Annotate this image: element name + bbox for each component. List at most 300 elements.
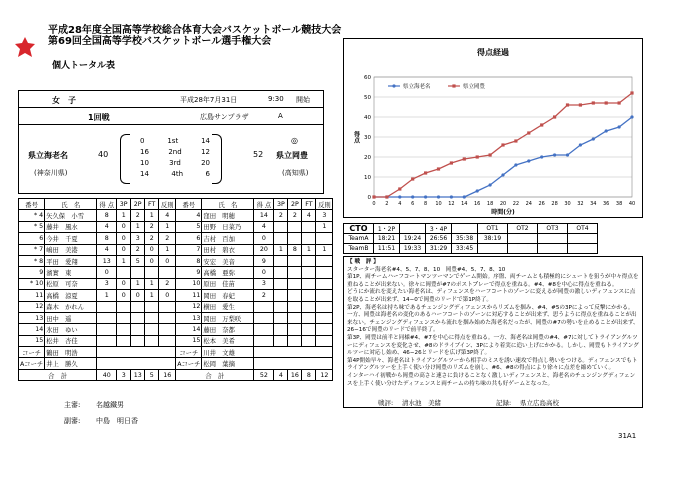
chief-referee-name: 名越鐵男 [96, 401, 124, 409]
home-player-name: 田中 遥 [45, 312, 97, 323]
home-total-label: 合 計 [19, 369, 97, 380]
away-player-stat: 14 [176, 324, 202, 335]
away-player-name: 高橋 亜弥 [202, 267, 254, 278]
game-time: 9:30 [268, 95, 284, 103]
timeout-cell: 11:51 [374, 244, 400, 254]
q3-away: 20 [201, 159, 210, 167]
data-point [579, 103, 582, 106]
home-player-stat: 8 [97, 210, 117, 221]
empty-cell [97, 347, 176, 358]
review-paragraph: インターハイ初戦から岡豊の高さと速さに負けることなく激しいディフェンスと、海老名のチェンジングディフェンスを上手く使い分けたディフェンスと両チームの持ち味の共も好ゲームとなった。 [347, 372, 636, 387]
chief-referee-label: 主審: [64, 401, 81, 409]
away-player-stat: 12 [176, 301, 202, 312]
data-point [411, 195, 414, 198]
away-player-stat [316, 233, 333, 244]
away-player-name: 田野 日菜乃 [202, 221, 254, 232]
review-paragraph: 第4P開始早々、海老名はトライアングルツーから相手のミスを誘い速攻で得点し勢いをつける。ディフェンスでもトライアングルツーを上手く使い分け岡豊のリズムを崩し、#6、#8の得点により徐々に点差を縮めていく。 [347, 357, 638, 372]
away-total-stat: 4 [274, 369, 288, 380]
data-point [489, 183, 492, 186]
away-player-stat [288, 301, 302, 312]
away-player-stat: 8 [176, 255, 202, 266]
home-total-stat: 3 [117, 369, 131, 380]
quarter-row [140, 170, 210, 181]
home-total-stat: 13 [131, 369, 145, 380]
table-row [19, 312, 333, 323]
timeout-header-cell: 1・2P [374, 224, 400, 234]
review-paragraph: 第1P、両チームハーフコートマンツーマンでゲーム開始。序盤、両チームとも積極的にシュートを狙うが中々得点を重ねることが出来ない。徐々に岡豊が#7のポストプレーで得点を重ねる。#4、#8を中心に得点を重ねる。 [347, 274, 639, 288]
home-player-stat: 4 [159, 210, 176, 221]
away-player-stat [288, 233, 302, 244]
timeout-header-cell: 3・4P [426, 224, 452, 234]
home-team-pref: (神奈川県) [34, 169, 68, 177]
home-player-stat [145, 335, 159, 346]
home-player-stat: 12 [19, 301, 45, 312]
review-heading: 【 戦 評 】 [347, 259, 379, 265]
home-total-stat: 5 [145, 369, 159, 380]
data-point [424, 171, 427, 174]
away-player-stat: 2 [254, 290, 274, 301]
away-player-stat: 5 [176, 221, 202, 232]
q4-label: 4th [171, 170, 184, 178]
tournament-title: 平成28年度全国高等学校総合体育大会バスケットボール競技大会 [48, 25, 342, 36]
away-player-stat [254, 324, 274, 335]
data-point [501, 143, 504, 146]
away-team-pref: (高知県) [282, 169, 309, 177]
table-row [19, 335, 333, 346]
header-cell: 3P [274, 199, 288, 210]
home-player-stat: * 4 [19, 210, 45, 221]
y-tick-label: 0 [367, 195, 371, 201]
x-tick-label: 34 [590, 201, 597, 207]
home-player-stat: 2 [159, 233, 176, 244]
timeout-header-cell [400, 224, 426, 234]
table-header-row [19, 199, 333, 210]
home-player-stat: 0 [131, 290, 145, 301]
timeout-cell [568, 244, 598, 254]
data-point [605, 101, 608, 104]
x-tick-label: 6 [411, 201, 415, 207]
away-player-stat [302, 335, 316, 346]
home-player-stat: 0 [117, 221, 131, 232]
home-player-stat [159, 267, 176, 278]
home-player-stat [117, 324, 131, 335]
divider [18, 107, 324, 108]
away-coach-label: コーチ [176, 347, 202, 358]
away-player-stat [302, 290, 316, 301]
header-cell: 2P [288, 199, 302, 210]
table-row [19, 244, 333, 255]
quarter-row [140, 159, 210, 170]
home-player-stat: 13 [19, 312, 45, 323]
table-row [19, 347, 333, 358]
timeout-cell: 31:29 [426, 244, 452, 254]
header-cell: 反則 [159, 199, 176, 210]
recorder-name: 県立広島高校 [520, 399, 559, 407]
away-player-stat [274, 301, 288, 312]
home-player-stat [131, 335, 145, 346]
home-player-stat [117, 301, 131, 312]
away-player-stat [274, 255, 288, 266]
start-label: 開始 [296, 96, 310, 104]
header-cell: 得 点 [97, 199, 117, 210]
away-total-stat: 12 [316, 369, 333, 380]
home-player-stat [131, 312, 145, 323]
home-acoach-name: 井上 勝久 [45, 358, 97, 369]
table-row [19, 210, 333, 221]
away-player-stat: 9 [176, 267, 202, 278]
home-player-stat [131, 324, 145, 335]
home-player-stat: 0 [117, 290, 131, 301]
data-point [437, 167, 440, 170]
q2-label: 2nd [168, 148, 182, 156]
away-player-stat [316, 255, 333, 266]
header-cell: 反則 [316, 199, 333, 210]
score-progress-chart [343, 38, 643, 218]
review-paragraph: どうにか流れを変えたい海老名は、ディフェンスをハーフコートのゾーンに変えるが岡豊の激しいディフェンスに点を取ることが出来ず、14−0で岡豊のリードで第1P終了。 [347, 289, 636, 303]
away-player-stat [288, 312, 302, 323]
data-point [411, 177, 414, 180]
timeout-cell: 19:24 [400, 234, 426, 244]
home-player-stat [97, 324, 117, 335]
timeout-cell: TeamB [344, 244, 374, 254]
away-player-name: 原田 佳苗 [202, 278, 254, 289]
away-team-name: 県立岡豊 [276, 151, 308, 160]
home-player-stat: 2 [145, 233, 159, 244]
timeout-header-cell: OT1 [478, 224, 508, 234]
data-point [527, 159, 530, 162]
home-player-stat: 1 [145, 278, 159, 289]
away-player-stat: 11 [176, 290, 202, 301]
away-player-stat: 1 [274, 244, 288, 255]
away-player-stat [316, 290, 333, 301]
away-player-stat [288, 278, 302, 289]
away-player-name: 安宏 美音 [202, 255, 254, 266]
home-player-stat: 1 [117, 210, 131, 221]
timeout-cell: 33:45 [452, 244, 478, 254]
home-player-stat: 2 [145, 221, 159, 232]
timeout-cell [538, 244, 568, 254]
empty-cell [97, 358, 176, 369]
data-point [527, 131, 530, 134]
away-player-stat: 13 [176, 312, 202, 323]
home-player-stat: 2 [159, 278, 176, 289]
table-row [19, 358, 333, 369]
home-player-name: 松原 可奈 [45, 278, 97, 289]
reviewer-label: 戦評: [378, 399, 394, 407]
x-tick-label: 40 [628, 201, 636, 207]
data-point [398, 195, 401, 198]
timeout-row [344, 234, 598, 244]
home-player-stat: 3 [131, 233, 145, 244]
timeout-cell: 19:33 [400, 244, 426, 254]
timeout-cell: 38:19 [478, 234, 508, 244]
home-player-stat: 6 [19, 233, 45, 244]
timeout-cell [478, 244, 508, 254]
away-player-stat: 1 [316, 221, 333, 232]
divider [18, 124, 324, 125]
away-player-stat [274, 278, 288, 289]
home-player-stat: 2 [131, 244, 145, 255]
legend-marker [452, 84, 455, 87]
recorder-label: 記録: [496, 399, 512, 407]
home-total-stat: 16 [159, 369, 176, 380]
header-cell: 3P [117, 199, 131, 210]
data-point [476, 189, 479, 192]
x-axis-label: 時間(分) [491, 209, 515, 216]
home-player-stat [97, 301, 117, 312]
timeout-row [344, 244, 598, 254]
home-player-name: 矢久保 小雪 [45, 210, 97, 221]
home-total-stat: 40 [97, 369, 117, 380]
quarter-scores [140, 137, 210, 181]
away-player-stat: 4 [254, 221, 274, 232]
away-total-stat: 52 [254, 369, 274, 380]
x-tick-label: 24 [525, 201, 532, 207]
away-player-name: 窪田 明穂 [202, 210, 254, 221]
away-player-stat [316, 324, 333, 335]
x-tick-label: 4 [398, 201, 402, 207]
away-player-stat: 4 [176, 210, 202, 221]
legend-label: 県立岡豊 [463, 84, 486, 90]
away-player-stat: 2 [274, 210, 288, 221]
home-player-stat: 2 [131, 210, 145, 221]
away-player-stat: 2 [288, 210, 302, 221]
court: A [278, 112, 283, 120]
away-player-stat [302, 278, 316, 289]
home-player-name: 氷田 ゆい [45, 324, 97, 335]
away-player-stat [288, 324, 302, 335]
y-tick-label: 60 [364, 75, 371, 81]
timeout-header-cell: OT3 [538, 224, 568, 234]
home-player-stat [117, 312, 131, 323]
y-axis-label: 得点 [352, 131, 360, 143]
home-player-stat [117, 267, 131, 278]
away-player-stat: 1 [302, 244, 316, 255]
home-player-stat: * 8 [19, 255, 45, 266]
q4-home: 14 [140, 170, 149, 178]
away-player-stat: 7 [176, 244, 202, 255]
home-player-stat [131, 301, 145, 312]
round-label: 1回戦 [88, 113, 110, 122]
home-player-stat: 9 [19, 267, 45, 278]
away-player-stat [288, 290, 302, 301]
x-tick-label: 16 [474, 201, 481, 207]
home-player-name: 嶋田 美港 [45, 244, 97, 255]
q1-label: 1st [167, 137, 179, 145]
away-player-stat: 6 [176, 233, 202, 244]
home-player-name: 平田 愛翔 [45, 255, 97, 266]
home-player-stat: * 5 [19, 221, 45, 232]
home-player-stat [97, 312, 117, 323]
home-player-stat: 5 [131, 255, 145, 266]
reviewer-name: 清水池 美緒 [402, 399, 441, 407]
player-stats-table [18, 198, 333, 381]
home-player-stat: 1 [131, 221, 145, 232]
right-bracket [212, 134, 222, 184]
left-bracket [120, 134, 130, 184]
home-player-stat: 0 [145, 244, 159, 255]
away-player-stat: 15 [176, 335, 202, 346]
away-player-stat [302, 255, 316, 266]
winner-mark: ◎ [291, 136, 298, 145]
away-player-stat [302, 312, 316, 323]
home-coach-name: 鶴田 明浩 [45, 347, 97, 358]
home-player-stat: 0 [145, 255, 159, 266]
data-point [540, 155, 543, 158]
header-cell: 得 点 [254, 199, 274, 210]
data-point [630, 115, 633, 118]
away-coach-name: 川井 文雄 [202, 347, 254, 358]
home-player-stat: 15 [19, 335, 45, 346]
home-player-stat [145, 267, 159, 278]
away-player-stat [274, 335, 288, 346]
q3-label: 3rd [169, 159, 181, 167]
home-player-name: 藤井 風水 [45, 221, 97, 232]
table-row [19, 255, 333, 266]
data-point [630, 91, 633, 94]
x-tick-label: 0 [372, 201, 376, 207]
data-point [398, 187, 401, 190]
away-acoach-name: 松岡 葉摘 [202, 358, 254, 369]
home-player-stat: 1 [159, 221, 176, 232]
data-point [579, 143, 582, 146]
away-player-stat [254, 335, 274, 346]
q2-home: 16 [140, 148, 149, 156]
home-player-stat: 8 [97, 233, 117, 244]
header-cell: 番号 [176, 199, 202, 210]
data-point [618, 101, 621, 104]
header-cell: 氏 名 [202, 199, 254, 210]
x-tick-label: 14 [461, 201, 468, 207]
away-player-name: 田村 碧衣 [202, 244, 254, 255]
timeout-cell: 18:21 [374, 234, 400, 244]
timeout-header-cell: OT2 [508, 224, 538, 234]
home-player-stat: 1 [145, 210, 159, 221]
away-total-label: 合 計 [176, 369, 254, 380]
q4-away: 6 [205, 170, 210, 178]
home-player-stat [145, 324, 159, 335]
away-player-stat [302, 267, 316, 278]
timeout-cell [508, 234, 538, 244]
x-tick-label: 18 [486, 201, 494, 207]
home-player-name: 今井 千夏 [45, 233, 97, 244]
x-tick-label: 22 [512, 201, 520, 207]
away-player-stat [274, 312, 288, 323]
away-player-stat [274, 267, 288, 278]
legend-label: 県立海老名 [403, 84, 431, 90]
away-player-stat: 1 [316, 244, 333, 255]
away-player-stat [302, 301, 316, 312]
data-point [592, 137, 595, 140]
away-player-name: 岡田 万梨咲 [202, 312, 254, 323]
data-point [424, 195, 427, 198]
away-player-stat [288, 221, 302, 232]
away-player-stat: 3 [316, 210, 333, 221]
timeout-cell: 35:38 [452, 234, 478, 244]
home-player-stat: 0 [97, 267, 117, 278]
score-progress-svg [344, 39, 642, 217]
quarter-row [140, 148, 210, 159]
header-cell: FT [302, 199, 316, 210]
home-player-stat: 0 [159, 255, 176, 266]
timeout-cell [508, 244, 538, 254]
empty-cell [254, 347, 333, 358]
home-player-stat: 0 [159, 290, 176, 301]
empty-cell [254, 358, 333, 369]
home-player-stat: 3 [97, 278, 117, 289]
y-tick-label: 20 [364, 155, 371, 161]
away-total-stat: 8 [302, 369, 316, 380]
home-player-name: 濱實 東 [45, 267, 97, 278]
away-total-stat: 16 [288, 369, 302, 380]
timeout-header-cell [452, 224, 478, 234]
timeout-cell: 26:56 [426, 234, 452, 244]
review-paragraph: 第3P、岡豊は前半と同様#4、#7を中心に得点を重ねる。一方、海老名は岡豊の#4、#7に対してトライアングルツーにディフェンスを変化させ、#8のドライブイン、3Pにより着実に追い上げにかかる。しかし、岡豊もトライアングルツーに対応し始め、46−26とリードを広げ第3P終了。 [347, 334, 639, 357]
q2-away: 12 [201, 148, 210, 156]
home-player-stat [97, 335, 117, 346]
review-paragraph: スターター海老名#4、5、7、8、10 岡豊#4、5、7、8、10 [347, 266, 506, 273]
y-tick-label: 40 [364, 115, 371, 121]
timeout-header-cell: OT4 [568, 224, 598, 234]
away-acoach-label: Aコーチ [176, 358, 202, 369]
data-point [605, 129, 608, 132]
venue: 広島サンプラザ [200, 113, 249, 121]
data-point [463, 195, 466, 198]
timeout-table [343, 223, 598, 254]
q3-home: 10 [140, 159, 149, 167]
home-player-stat: 4 [97, 244, 117, 255]
away-player-stat [274, 221, 288, 232]
home-player-stat: 1 [131, 278, 145, 289]
away-player-stat [302, 233, 316, 244]
review-paragraph: 第2P、海老名は持ち味であるチェンジングディフェンスからリズムを掴み、#4、#5の3Pによって反撃にかかる。一方、岡豊は海老名の変化のあるハーフコートのゾーンに対応することが出来ず、思うように得点を重ねることが出来ない。チェンジングディフェンスから流れを掴み始めた海老名だったが、岡豊の#7の勢いを止めることが出来ず、26−16で岡豊のリードで前半終了。 [347, 304, 639, 334]
home-player-stat [145, 312, 159, 323]
data-point [592, 101, 595, 104]
away-player-stat: 4 [302, 210, 316, 221]
table-row [19, 290, 333, 301]
q1-home: 0 [140, 137, 145, 145]
sub-referee-label: 副審: [64, 417, 81, 425]
away-player-name: 吉村 百加 [202, 233, 254, 244]
home-acoach-label: Aコーチ [19, 358, 45, 369]
away-player-stat [316, 312, 333, 323]
chart-title: 得点経過 [477, 48, 509, 57]
red-logo-icon [14, 36, 36, 58]
quarter-row [140, 137, 210, 148]
data-point [385, 195, 388, 198]
review-text [347, 267, 639, 389]
header-cell: 氏 名 [45, 199, 97, 210]
away-player-stat [274, 290, 288, 301]
table-row [19, 301, 333, 312]
x-tick-label: 2 [385, 201, 389, 207]
data-point [618, 125, 621, 128]
x-tick-label: 20 [499, 201, 507, 207]
total-row [19, 369, 333, 380]
away-player-stat: 3 [254, 278, 274, 289]
away-player-stat: 20 [254, 244, 274, 255]
home-score: 40 [98, 150, 109, 159]
home-player-stat: 14 [19, 324, 45, 335]
away-player-name: 横田 愛生 [202, 301, 254, 312]
away-player-stat [274, 233, 288, 244]
away-score: 52 [253, 150, 264, 159]
home-player-stat: 1 [145, 290, 159, 301]
home-coach-label: コーチ [19, 347, 45, 358]
home-player-name: 松井 杏佳 [45, 335, 97, 346]
data-point [463, 157, 466, 160]
timeout-cell [538, 234, 568, 244]
